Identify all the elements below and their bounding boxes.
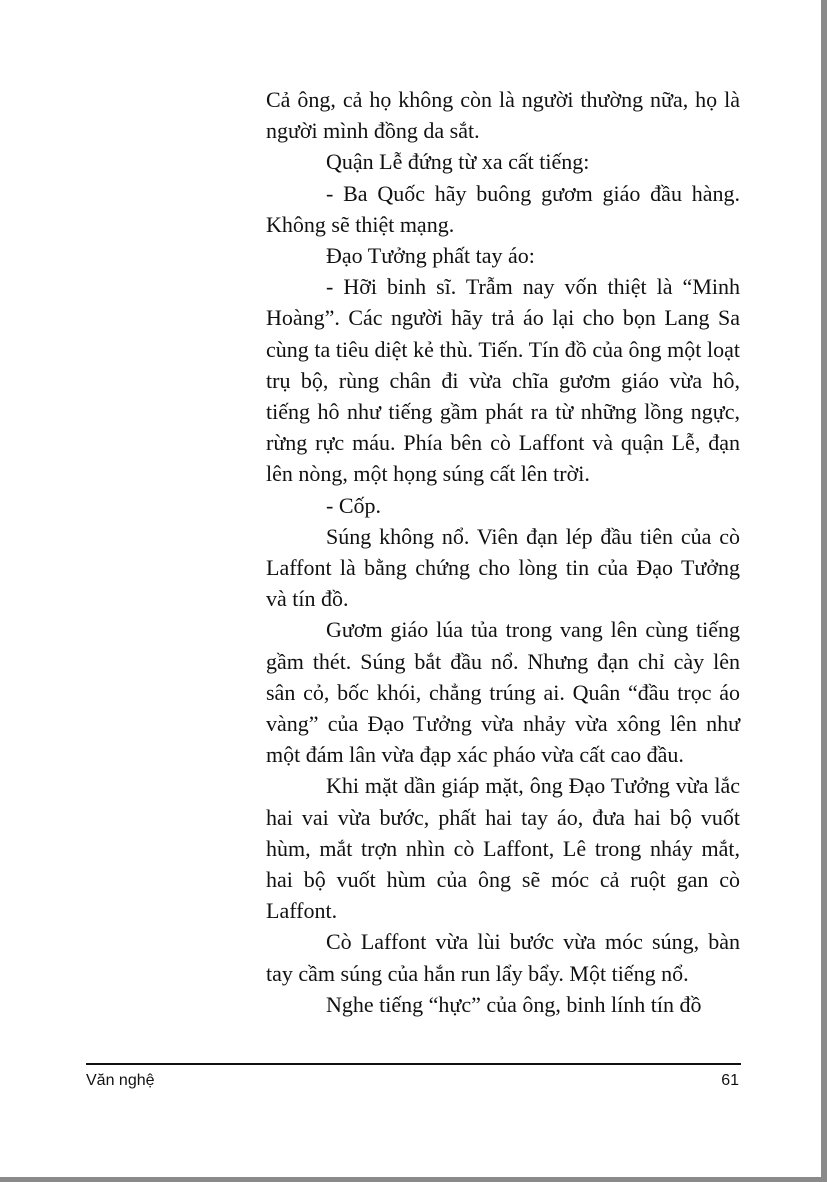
page-edge-bottom: [0, 1177, 827, 1182]
body-text: [266, 84, 740, 1020]
paragraph-2: Quận Lễ đứng từ xa cất tiếng:: [326, 149, 590, 175]
footer-publication-name: Văn nghệ: [86, 1072, 155, 1089]
footer-rule: [86, 1063, 741, 1065]
paragraph-5: - Hỡi binh sĩ. Trẫm nay vốn thiệt là “Minh Hoàng”. Các người hãy trả áo lại cho bọn Lang Sa cùng ta tiêu diệt kẻ thù. Tiến. Tín đồ của ông một loạt trụ bộ, rùng chân đi vừa chĩa gươm giáo vừa hô, tiếng hô như tiếng gầm phát ra từ những lồng ngực, rừng rực máu. Phía bên cò Laffont và quận Lễ, đạn lên nòng, một họng súng cất lên trời.: [266, 274, 740, 487]
paragraph-1: Cả ông, cả họ không còn là người thường nữa, họ là người mình đồng da sắt.: [266, 87, 740, 144]
paragraph-8: Gươm giáo lúa tủa trong vang lên cùng tiếng gầm thét. Súng bắt đầu nổ. Nhưng đạn chỉ cày lên sân cỏ, bốc khói, chẳng trúng ai. Quân “đầu trọc áo vàng” của Đạo Tưởng vừa nhảy vừa xông lên như một đám lân vừa đạp xác pháo vừa cất cao đầu.: [266, 617, 740, 768]
page-edge-right: [821, 0, 827, 1182]
paragraph-4: Đạo Tưởng phất tay áo:: [326, 243, 535, 269]
page-number: 61: [721, 1072, 739, 1089]
paragraph-3: - Ba Quốc hãy buông gươm giáo đầu hàng. Không sẽ thiệt mạng.: [266, 180, 740, 237]
paragraph-7: Súng không nổ. Viên đạn lép đầu tiên của cò Laffont là bằng chứng cho lòng tin của Đạo Tưởng và tín đồ.: [266, 523, 740, 612]
paragraph-10: Cò Laffont vừa lùi bước vừa móc súng, bàn tay cầm súng của hắn run lẩy bẩy. Một tiếng nổ.: [266, 929, 740, 986]
paragraph-9: Khi mặt dần giáp mặt, ông Đạo Tưởng vừa lắc hai vai vừa bước, phất hai tay áo, đưa hai bộ vuốt hùm, mắt trợn nhìn cò Laffont, Lê trong nháy mắt, hai bộ vuốt hùm của ông sẽ móc cả ruột gan cò Laffont.: [266, 773, 740, 924]
paragraph-6: - Cốp.: [326, 492, 381, 518]
paragraph-11: Nghe tiếng “hực” của ông, binh lính tín đồ: [326, 991, 702, 1017]
